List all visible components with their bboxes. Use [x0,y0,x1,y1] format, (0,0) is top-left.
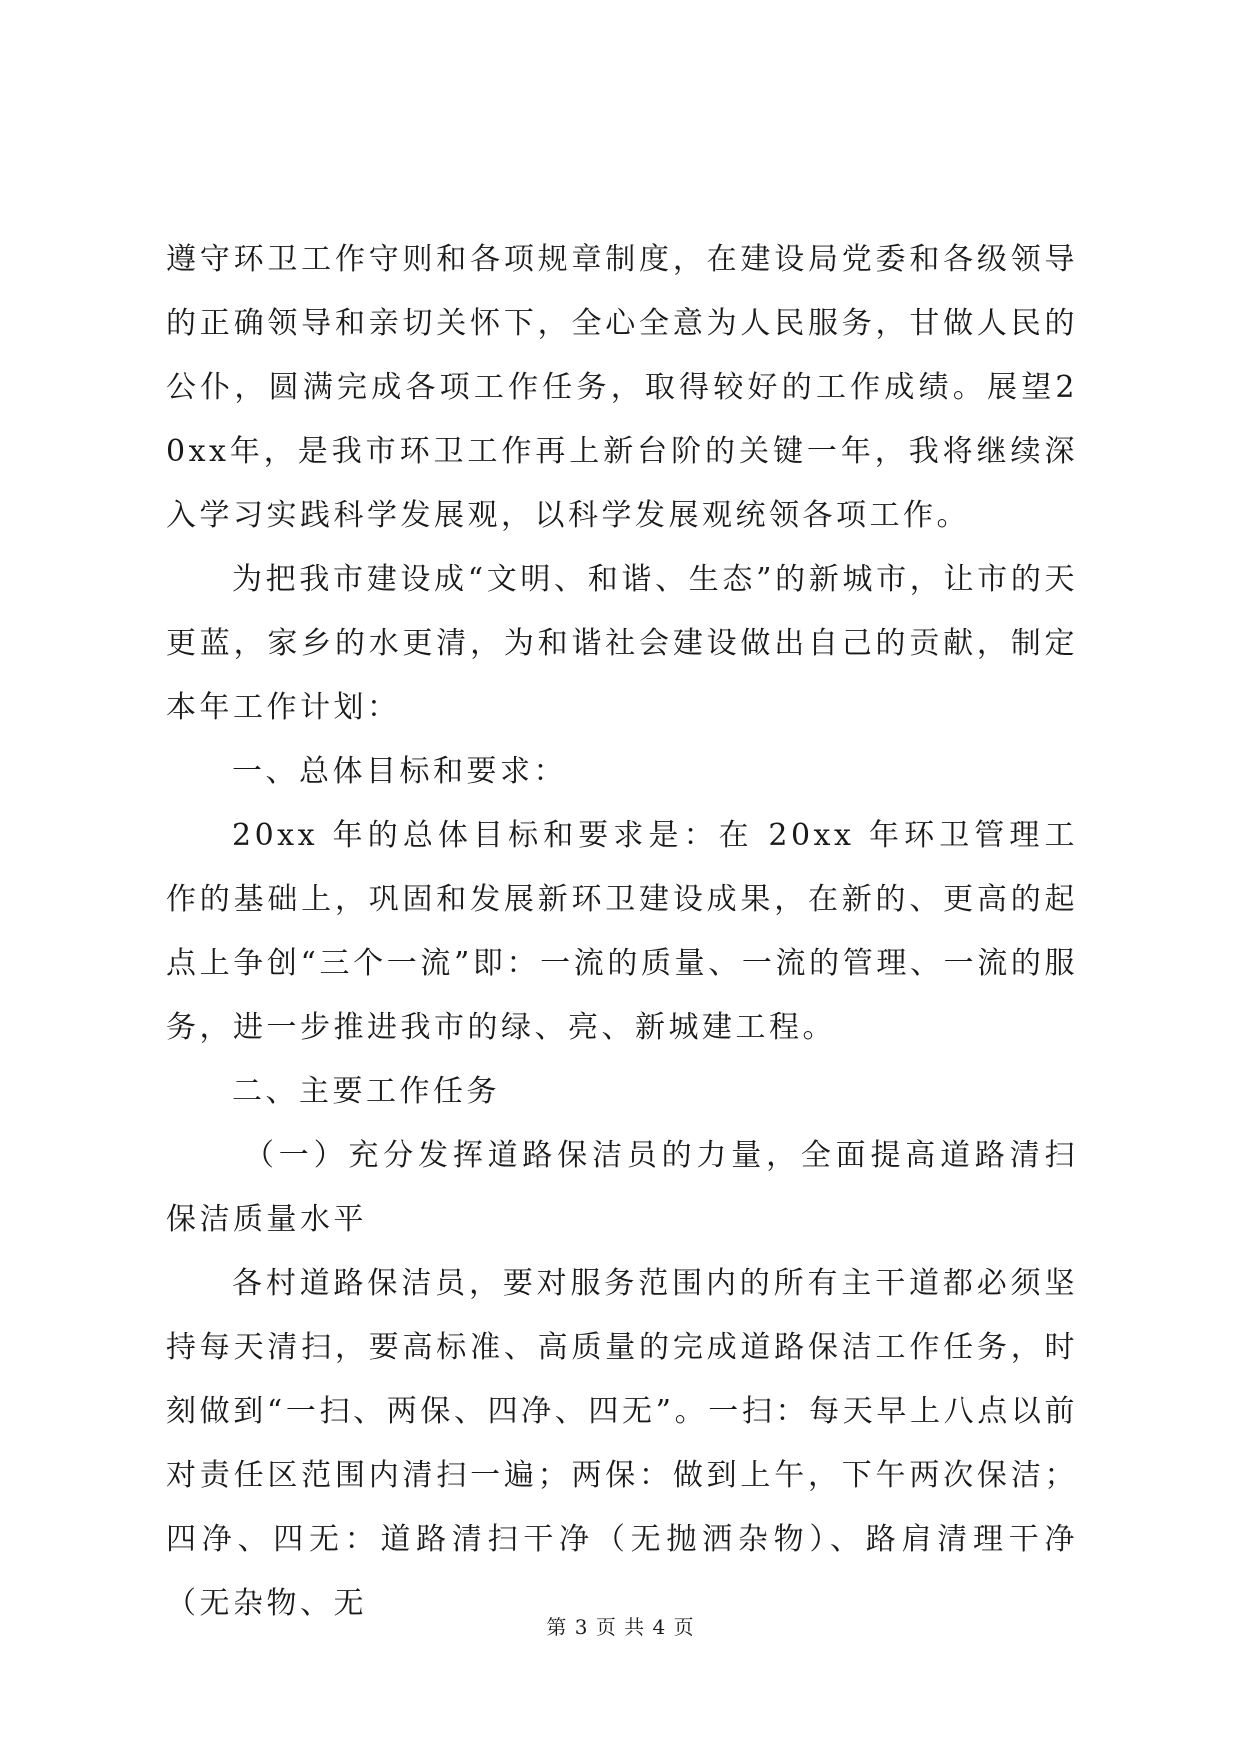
paragraph-road-cleaning: 各村道路保洁员，要对服务范围内的所有主干道都必须坚持每天清扫，要高标准、高质量的完成道路保洁工作任务，时刻做到“一扫、两保、四净、四无”。一扫：每天早上八点以前对责任区范围内清扫一遍；两保：做到上午，下午两次保洁；四净、四无：道路清扫干净（无抛洒杂物）、路肩清理干净（无杂物、无 [166,1266,1078,1621]
paragraph-intro: 遵守环卫工作守则和各项规章制度，在建设局党委和各级领导的正确领导和亲切关怀下，全心全意为人民服务，甘做人民的公仆，圆满完成各项工作任务，取得较好的工作成绩。展望20xx年，是我市环卫工作再上新台阶的关键一年，我将继续深入学习实践科学发展观，以科学发展观统领各项工作。 [166,242,1078,533]
paragraph-goals: 20xx 年的总体目标和要求是：在 20xx 年环卫管理工作的基础上，巩固和发展新环卫建设成果，在新的、更高的起点上争创“三个一流”即：一流的质量、一流的管理、一流的服务，进一步推进我市的绿、亮、新城建工程。 [166,818,1078,1045]
page-number-footer: 第 3 页 共 4 页 [546,1615,695,1639]
section-heading-tasks: 二、主要工作任务 [232,1074,500,1109]
section-heading-goals: 一、总体目标和要求： [232,754,567,789]
document-body [166,228,1078,1636]
paragraph-purpose: 为把我市建设成“文明、和谐、生态”的新城市，让市的天更蓝，家乡的水更清，为和谐社会建设做出自己的贡献，制定本年工作计划： [166,562,1078,725]
subsection-heading-road-cleaning: （一）充分发挥道路保洁员的力量，全面提高道路清扫保洁质量水平 [166,1138,1078,1237]
